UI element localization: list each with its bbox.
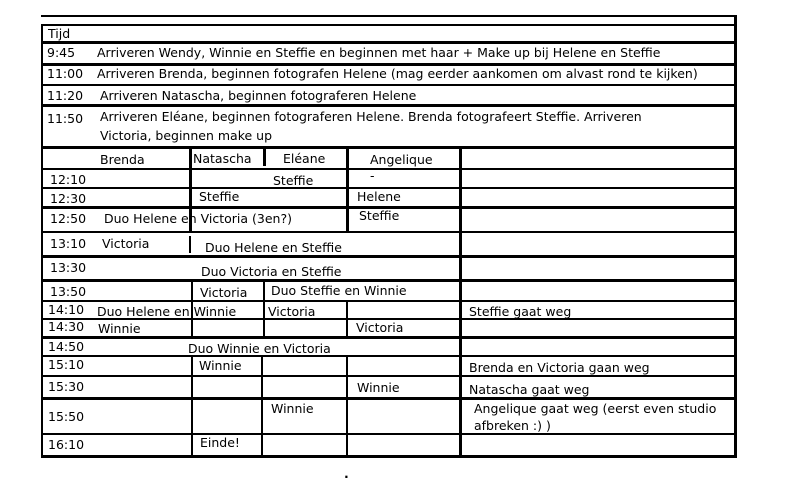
time-cell: 14:50 xyxy=(48,339,85,354)
time-cell: 11:20 xyxy=(47,88,84,103)
column-header-brenda: Brenda xyxy=(100,152,145,167)
angelique-cell: - xyxy=(370,168,375,183)
column-header-eleane: Eléane xyxy=(283,151,326,166)
description-cell: Arriveren Wendy, Winnie en Steffie en beginnen met haar + Make up bij Helene en Steffie xyxy=(97,45,661,60)
angelique-cell: Helene xyxy=(357,189,401,204)
note-line-1: Angelique gaat weg (eerst even studio xyxy=(474,401,717,416)
time-cell: 12:10 xyxy=(50,172,87,187)
time-cell: 9:45 xyxy=(47,45,76,60)
column-header-natascha: Natascha xyxy=(193,151,252,166)
merged-cell: Duo Victoria en Steffie xyxy=(201,264,342,279)
brenda-cell: Duo Helene en Victoria (3en?) xyxy=(104,211,292,226)
natascha-cell: Einde! xyxy=(200,435,240,450)
note-cell: Natascha gaat weg xyxy=(469,382,590,397)
time-cell: 13:10 xyxy=(50,236,87,251)
natascha-cell: Winnie xyxy=(199,358,242,373)
time-cell: 13:30 xyxy=(50,260,87,275)
time-cell: 15:30 xyxy=(48,379,85,394)
time-cell: 12:50 xyxy=(50,211,87,226)
note-cell: Steffie gaat weg xyxy=(469,304,572,319)
eleane-cell: Winnie xyxy=(271,401,314,416)
brenda-cell: Duo Helene en Winnie xyxy=(97,304,237,319)
description-line-2: Victoria, beginnen make up xyxy=(100,128,273,143)
time-cell: 15:50 xyxy=(48,409,85,424)
merged-cell: Duo Helene en Steffie xyxy=(205,240,342,255)
angelique-cell: Steffie xyxy=(359,208,400,223)
note-cell: Brenda en Victoria gaan weg xyxy=(469,360,650,375)
column-header-angelique: Angelique xyxy=(370,152,433,167)
time-cell: 12:30 xyxy=(50,191,87,206)
time-cell: 16:10 xyxy=(48,437,85,452)
natascha-cell: Steffie xyxy=(199,189,240,204)
note-line-2: afbreken :) ) xyxy=(474,418,551,433)
time-cell: 13:50 xyxy=(50,284,87,299)
eleane-cell: Victoria xyxy=(268,304,316,319)
time-cell: 11:00 xyxy=(47,66,84,81)
time-cell: 14:10 xyxy=(48,302,85,317)
footer-mark: . xyxy=(344,466,349,481)
time-cell: 14:30 xyxy=(48,319,85,334)
eleane-cell: Steffie xyxy=(273,173,314,188)
time-cell: 15:10 xyxy=(48,357,85,372)
merged-cell: Duo Winnie en Victoria xyxy=(188,341,331,356)
brenda-cell: Victoria xyxy=(102,236,150,251)
brenda-cell: Winnie xyxy=(98,321,141,336)
angelique-cell: Winnie xyxy=(357,380,400,395)
merged-cell: Duo Steffie en Winnie xyxy=(271,283,407,298)
tijd-header: Tijd xyxy=(48,26,71,41)
description-line-1: Arriveren Eléane, beginnen fotograferen Helene. Brenda fotografeert Steffie. Arriveren xyxy=(100,109,642,124)
natascha-cell: Victoria xyxy=(200,285,248,300)
description-cell: Arriveren Brenda, beginnen fotografen Helene (mag eerder aankomen om alvast rond te kijken) xyxy=(97,66,698,81)
description-cell: Arriveren Natascha, beginnen fotograferen Helene xyxy=(100,88,417,103)
time-cell: 11:50 xyxy=(47,111,84,126)
angelique-cell: Victoria xyxy=(356,320,404,335)
